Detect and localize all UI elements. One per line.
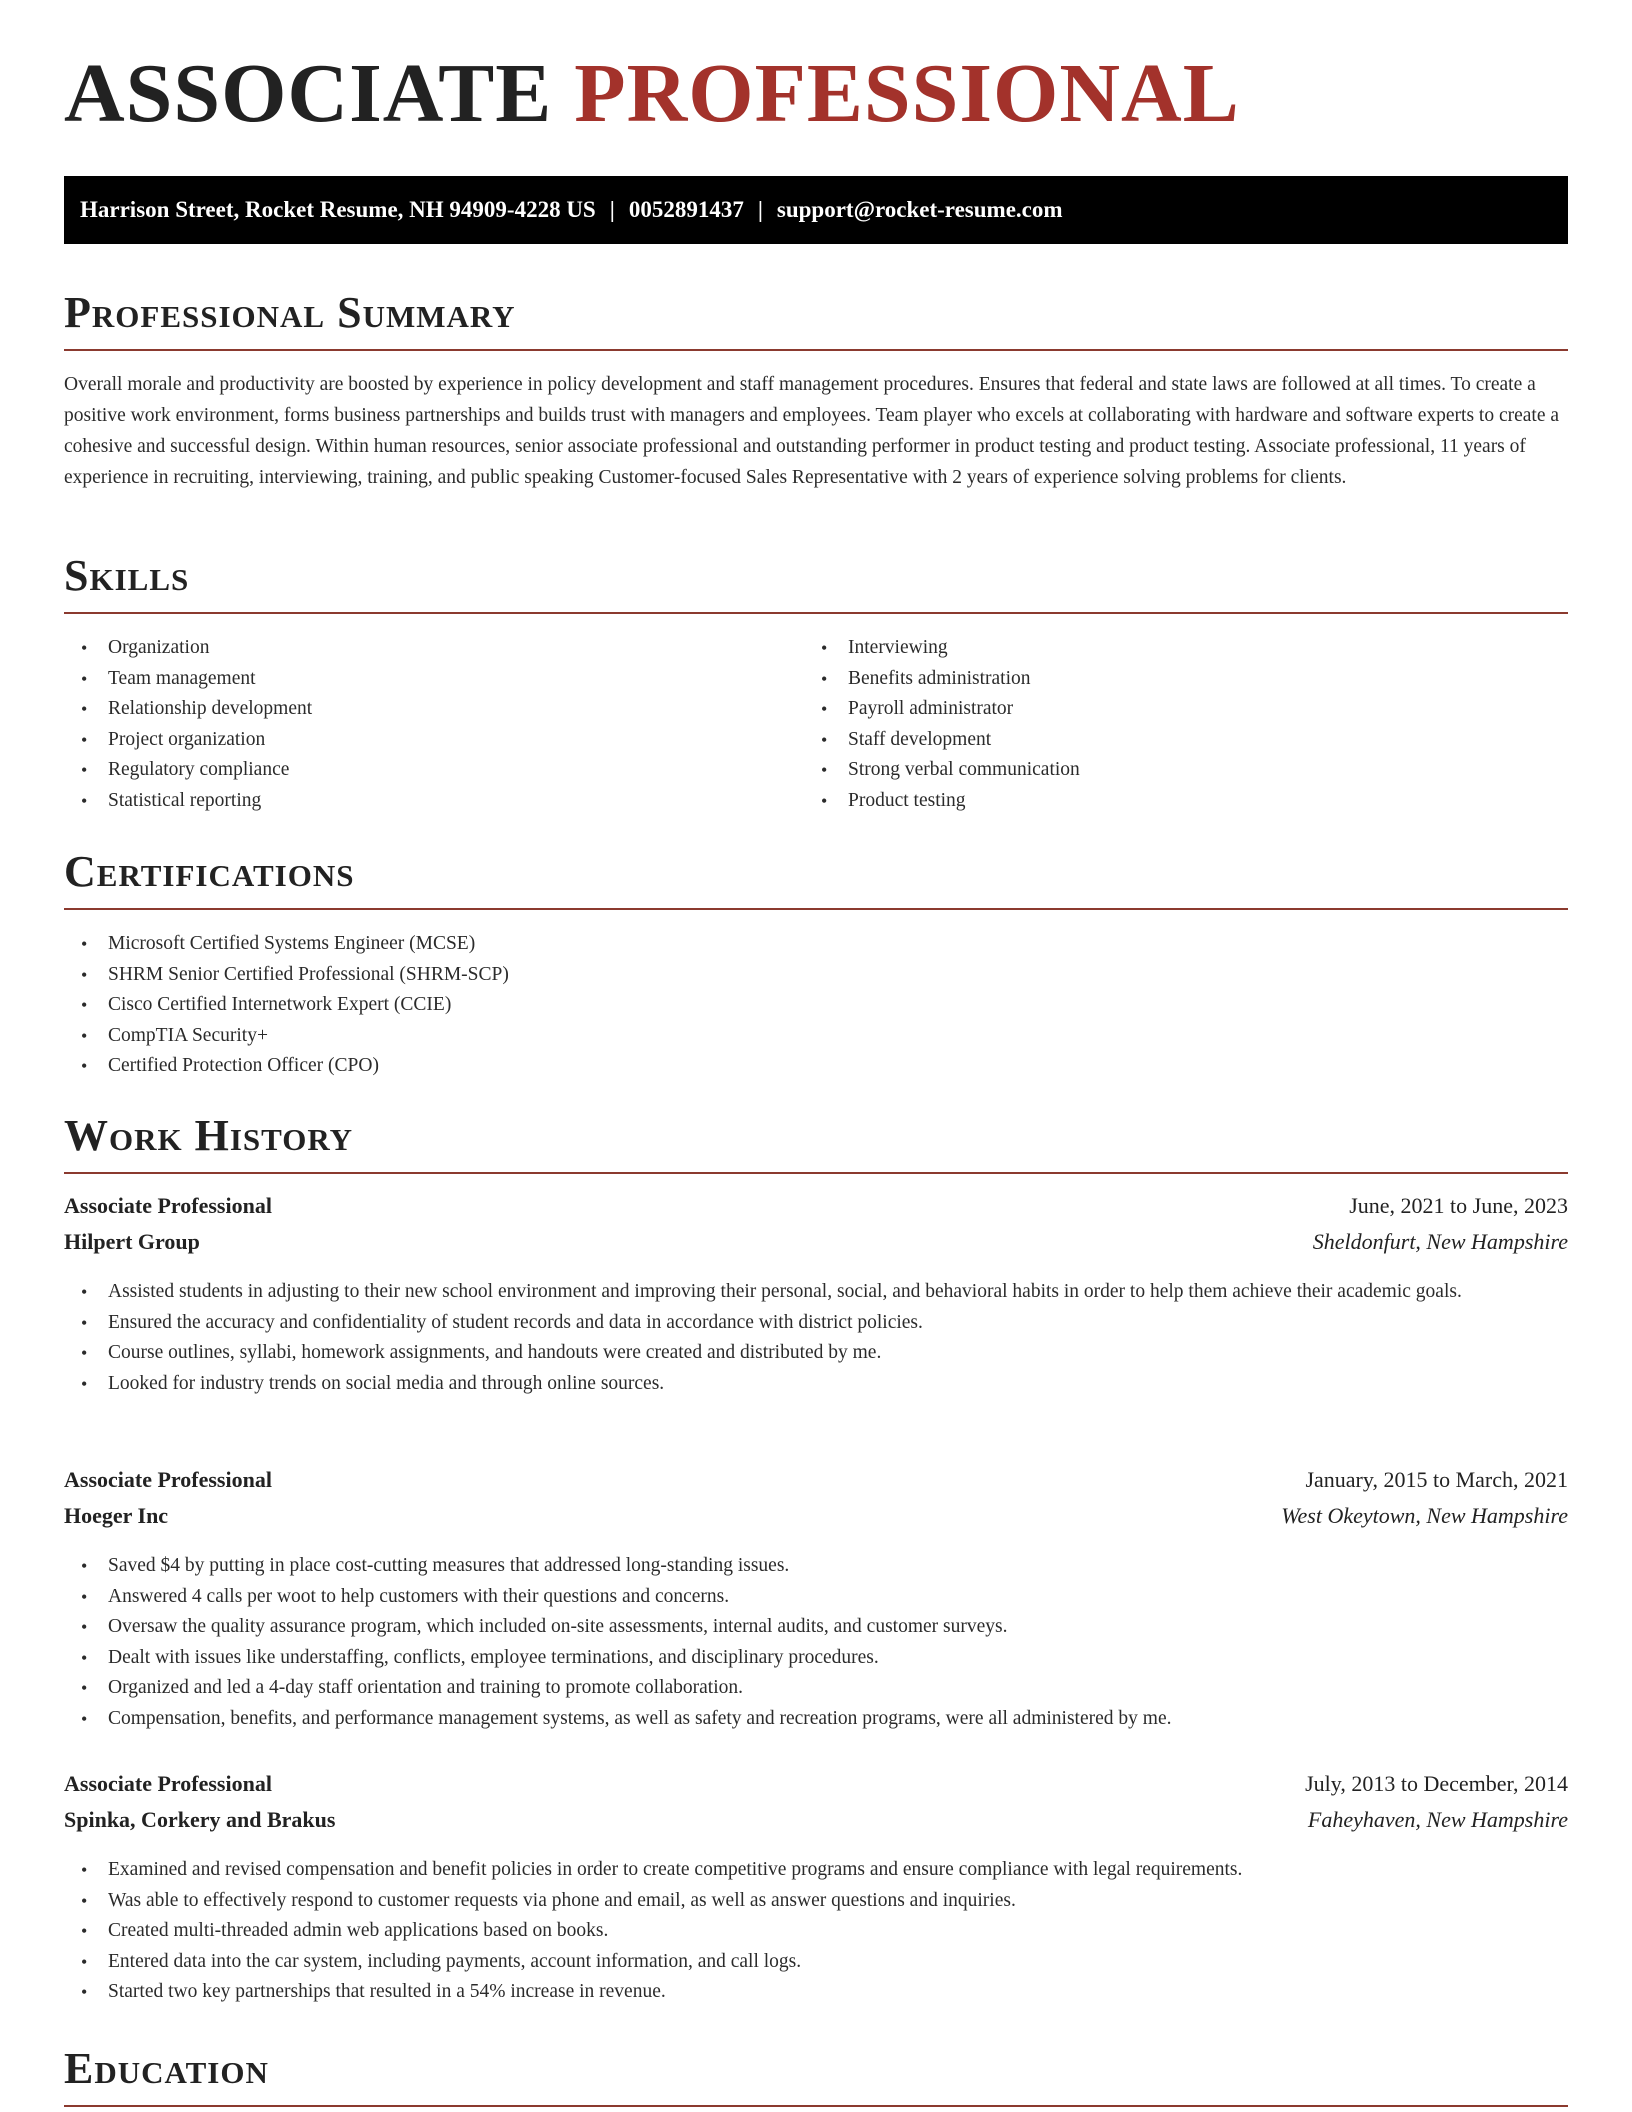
- job-bullet: • Assisted students in adjusting to their new school environment and improving their personal, social, and behavioral habits in order to help them achieve their academic goals.: [64, 1277, 1568, 1308]
- job-bullet: • Started two key partnerships that resulted in a 54% increase in revenue.: [64, 1977, 1568, 2008]
- certification-item: • CompTIA Security+: [64, 1021, 1568, 1052]
- skills-list-right: [804, 633, 1504, 816]
- job-bullets: [64, 1551, 1568, 1734]
- section-title-certifications: Certifications: [64, 850, 1568, 910]
- summary-text: Overall morale and productivity are boosted by experience in policy development and staff management procedures. Ensures that federal and state laws are followed at all times. To create a positive work environment, forms business partnerships and builds trust with managers and employees. Team player who excels at collaborating with hardware and software experts to create a cohesive and successful design. Within human resources, senior associate professional and outstanding performer in product testing and product testing. Associate professional, 11 years of experience in recruiting, interviewing, training, and public speaking Customer-focused Sales Representative with 2 years of experience solving problems for clients.: [64, 374, 1560, 488]
- job-company: Hilpert Group: [64, 1229, 200, 1254]
- job-company: Spinka, Corkery and Brakus: [64, 1807, 336, 1832]
- job-header: [64, 1771, 1568, 1807]
- section-title-skills: Skills: [64, 554, 1568, 614]
- name-last: PROFESSIONAL: [574, 47, 1240, 140]
- job-entry: [64, 1193, 1568, 1399]
- contact-email[interactable]: support@rocket-resume.com: [776, 197, 1063, 222]
- certification-item: • Certified Protection Officer (CPO): [64, 1051, 1568, 1082]
- job-bullet: • Organized and led a 4-day staff orientation and training to promote collaboration.: [64, 1673, 1568, 1704]
- skill-item: • Payroll administrator: [804, 694, 1504, 725]
- job-header: [64, 1467, 1568, 1503]
- skill-item: • Interviewing: [804, 633, 1504, 664]
- skills-list-left: [64, 633, 764, 816]
- job-entry: [64, 1467, 1568, 1734]
- contact-separator: |: [609, 197, 615, 222]
- job-bullet: • Answered 4 calls per woot to help customers with their questions and concerns.: [64, 1582, 1568, 1613]
- job-bullet: • Examined and revised compensation and benefit policies in order to create competitive programs and ensure compliance with legal requirements.: [64, 1855, 1568, 1886]
- job-bullet: • Oversaw the quality assurance program, which included on-site assessments, internal audits, and customer surveys.: [64, 1612, 1568, 1643]
- skill-item: • Team management: [64, 664, 764, 695]
- job-bullet: • Created multi-threaded admin web applications based on books.: [64, 1916, 1568, 1947]
- certification-item: • Cisco Certified Internetwork Expert (CCIE): [64, 990, 1568, 1021]
- job-location: Sheldonfurt, New Hampshire: [1312, 1229, 1568, 1254]
- job-dates: June, 2021 to June, 2023: [1349, 1193, 1568, 1218]
- job-bullet: • Was able to effectively respond to customer requests via phone and email, as well as answer questions and inquiries.: [64, 1886, 1568, 1917]
- job-bullet: • Saved $4 by putting in place cost-cutting measures that addressed long-standing issues.: [64, 1551, 1568, 1582]
- certifications-list: [64, 929, 1568, 1082]
- job-bullet: • Dealt with issues like understaffing, conflicts, employee terminations, and disciplinary procedures.: [64, 1643, 1568, 1674]
- job-location: Faheyhaven, New Hampshire: [1307, 1807, 1568, 1832]
- job-title: Associate Professional: [64, 1193, 272, 1218]
- skill-item: • Relationship development: [64, 694, 764, 725]
- job-bullet: • Looked for industry trends on social media and through online sources.: [64, 1369, 1568, 1400]
- skills-column-right: [804, 633, 1504, 816]
- job-subheader: [64, 1229, 1568, 1265]
- job-title: Associate Professional: [64, 1771, 272, 1796]
- contact-address: Harrison Street, Rocket Resume, NH 94909-4228 US: [80, 197, 596, 222]
- section-title-work-history: Work History: [64, 1114, 1568, 1174]
- contact-phone: 0052891437: [628, 197, 744, 222]
- job-subheader: [64, 1503, 1568, 1539]
- job-bullet: • Compensation, benefits, and performance management systems, as well as safety and recreation programs, were all administered by me.: [64, 1704, 1568, 1735]
- contact-separator: |: [757, 197, 763, 222]
- job-bullet: • Ensured the accuracy and confidentiality of student records and data in accordance with district policies.: [64, 1308, 1568, 1339]
- job-bullets: [64, 1277, 1568, 1399]
- job-title: Associate Professional: [64, 1467, 272, 1492]
- job-entry: [64, 1771, 1568, 2008]
- skill-item: • Product testing: [804, 786, 1504, 817]
- skill-item: • Regulatory compliance: [64, 755, 764, 786]
- skill-item: • Statistical reporting: [64, 786, 764, 817]
- name-first: ASSOCIATE: [64, 47, 553, 140]
- job-bullet: • Course outlines, syllabi, homework assignments, and handouts were created and distributed by me.: [64, 1338, 1568, 1369]
- skills-column-left: [64, 633, 764, 816]
- skill-item: • Project organization: [64, 725, 764, 756]
- skill-item: • Benefits administration: [804, 664, 1504, 695]
- job-header: [64, 1193, 1568, 1229]
- job-bullet: • Entered data into the car system, including payments, account information, and call logs.: [64, 1947, 1568, 1978]
- job-bullets: [64, 1855, 1568, 2008]
- skill-item: • Organization: [64, 633, 764, 664]
- section-title-summary: Professional Summary: [64, 291, 1568, 351]
- job-company: Hoeger Inc: [64, 1503, 169, 1528]
- skill-item: • Strong verbal communication: [804, 755, 1504, 786]
- certification-item: • SHRM Senior Certified Professional (SHRM-SCP): [64, 960, 1568, 991]
- job-location: West Okeytown, New Hampshire: [1281, 1503, 1568, 1528]
- job-dates: July, 2013 to December, 2014: [1305, 1771, 1568, 1796]
- contact-bar: [64, 176, 1568, 244]
- job-dates: January, 2015 to March, 2021: [1305, 1467, 1568, 1492]
- skill-item: • Staff development: [804, 725, 1504, 756]
- section-title-education: Education: [64, 2047, 1568, 2107]
- resume-name: [64, 47, 1240, 140]
- certification-item: • Microsoft Certified Systems Engineer (MCSE): [64, 929, 1568, 960]
- job-subheader: [64, 1807, 1568, 1843]
